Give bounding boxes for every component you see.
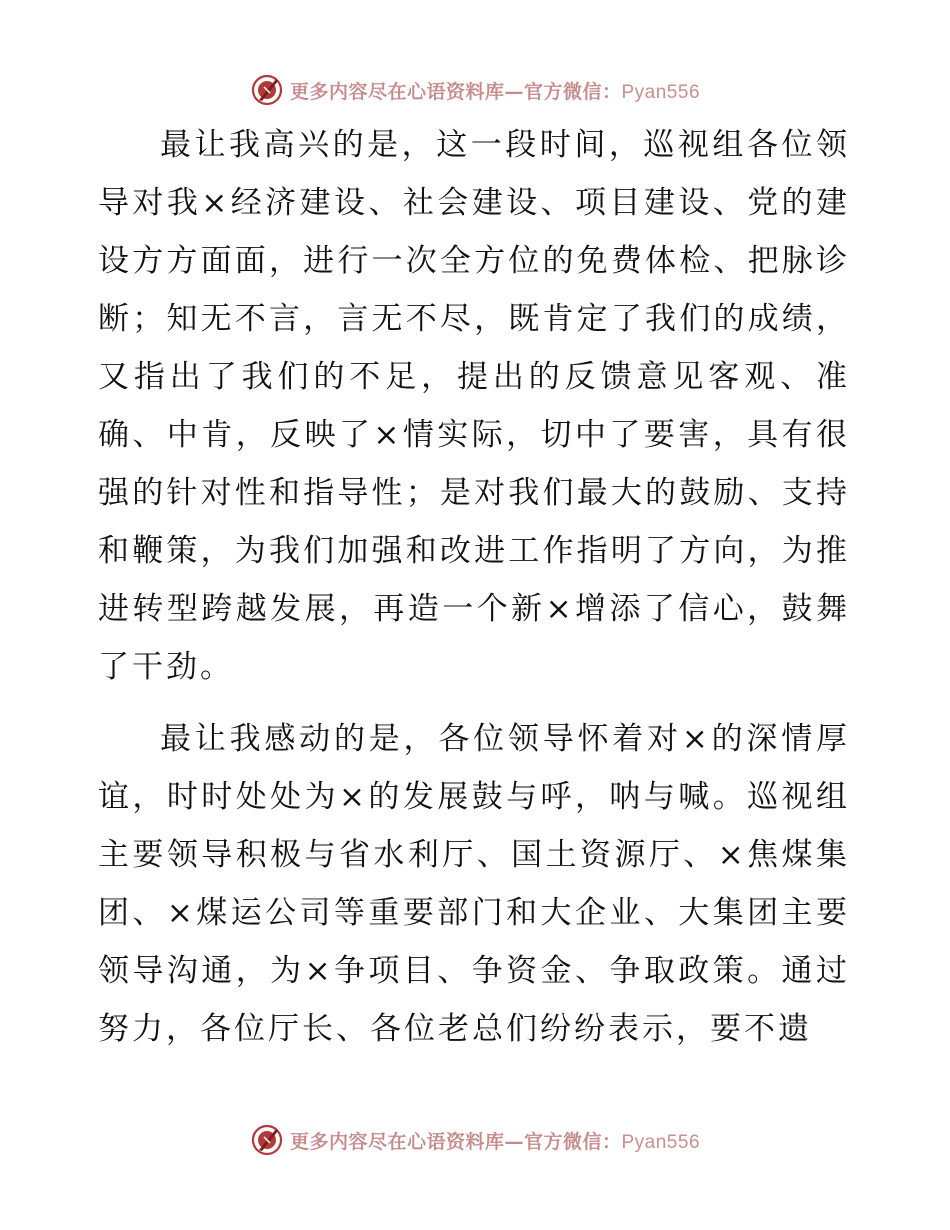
footer-banner — [0, 1120, 950, 1160]
quill-seal-icon — [250, 73, 284, 107]
banner-site-text: 更多内容尽在心语资料库 — [289, 80, 505, 103]
banner-wechat-id: Pyan556 — [621, 1131, 701, 1153]
banner-text — [290, 77, 700, 104]
banner-separator: — — [504, 1130, 524, 1153]
banner-wechat-label: 官方微信： — [523, 1130, 622, 1153]
quill-seal-icon — [250, 1123, 284, 1157]
banner-site-text: 更多内容尽在心语资料库 — [289, 1130, 505, 1153]
banner-separator: — — [504, 80, 524, 103]
document-body — [98, 116, 850, 1058]
paragraph: 最让我高兴的是，这一段时间，巡视组各位领导对我×经济建设、社会建设、项目建设、党的建设方方面面，进行一次全方位的免费体检、把脉诊断；知无不言，言无不尽，既肯定了我们的成绩，又指出了我们的不足，提出的反馈意见客观、准确、中肯，反映了×情实际，切中了要害，具有很强的针对性和指导性；是对我们最大的鼓励、支持和鞭策，为我们加强和改进工作指明了方向，为推进转型跨越发展，再造一个新×增添了信心，鼓舞了干劲。 — [98, 127, 850, 685]
banner-wechat-label: 官方微信： — [523, 80, 622, 103]
banner-wechat-id: Pyan556 — [621, 81, 701, 103]
banner-text — [290, 1127, 700, 1154]
paragraph: 最让我感动的是，各位领导怀着对×的深情厚谊，时时处处为×的发展鼓与呼，呐与喊。巡视组主要领导积极与省水利厅、国土资源厅、×焦煤集团、×煤运公司等重要部门和大企业、大集团主要领导沟通，为×争项目、争资金、争取政策。通过努力，各位厅长、各位老总们纷纷表示，要不遗 — [98, 721, 850, 1047]
header-banner — [0, 70, 950, 110]
